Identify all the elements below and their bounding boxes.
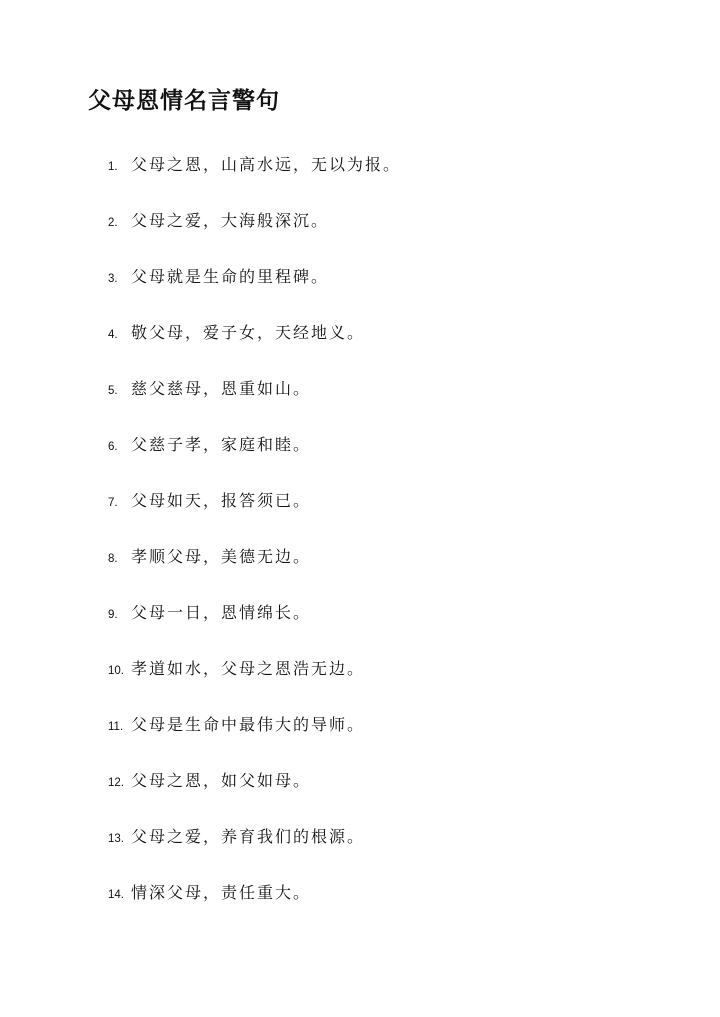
item-text: 父慈子孝，家庭和睦。	[131, 435, 312, 454]
item-text: 父母就是生命的里程碑。	[131, 267, 330, 286]
item-text: 父母是生命中最伟大的导师。	[131, 715, 366, 734]
item-number: 4.	[108, 329, 118, 341]
list-item	[108, 375, 311, 403]
item-text: 父母之恩，如父如母。	[131, 771, 312, 790]
list-item	[108, 879, 311, 907]
item-text: 父母一日，恩情绵长。	[131, 603, 312, 622]
list-item	[108, 263, 329, 291]
item-text: 父母之爱，养育我们的根源。	[131, 827, 366, 846]
list-item	[108, 655, 365, 683]
item-number: 8.	[108, 553, 118, 565]
list-item	[108, 207, 329, 235]
list-item	[108, 487, 311, 515]
item-number: 13.	[108, 833, 124, 845]
item-text: 孝顺父母，美德无边。	[131, 547, 312, 566]
document-title: 父母恩情名言警句	[88, 87, 280, 114]
item-number: 14.	[108, 889, 124, 901]
list-item	[108, 543, 311, 571]
item-text: 父母如天，报答须已。	[131, 491, 312, 510]
item-number: 1.	[108, 161, 118, 173]
list-item	[108, 431, 311, 459]
item-number: 5.	[108, 385, 118, 397]
item-text: 父母之恩，山高水远，无以为报。	[131, 155, 402, 174]
list-item	[108, 151, 401, 179]
list-item	[108, 711, 365, 739]
item-number: 6.	[108, 441, 118, 453]
item-text: 情深父母，责任重大。	[131, 883, 312, 902]
item-number: 7.	[108, 497, 118, 509]
item-number: 2.	[108, 217, 118, 229]
list-item	[108, 599, 311, 627]
item-number: 11.	[108, 721, 124, 733]
item-number: 3.	[108, 273, 118, 285]
list-item	[108, 823, 365, 851]
item-number: 10.	[108, 665, 124, 677]
item-number: 9.	[108, 609, 118, 621]
list-item	[108, 319, 365, 347]
item-text: 父母之爱，大海般深沉。	[131, 211, 330, 230]
item-text: 敬父母，爱子女，天经地义。	[131, 323, 366, 342]
item-text: 慈父慈母，恩重如山。	[131, 379, 312, 398]
item-text: 孝道如水，父母之恩浩无边。	[131, 659, 366, 678]
list-item	[108, 767, 311, 795]
item-number: 12.	[108, 777, 124, 789]
